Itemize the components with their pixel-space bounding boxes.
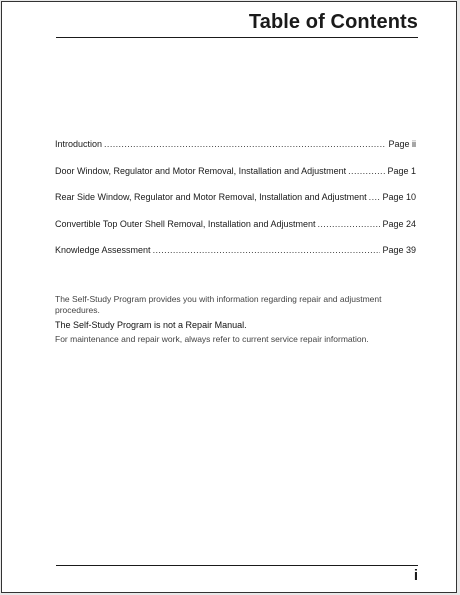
page-number: i xyxy=(413,567,418,584)
document-page xyxy=(1,1,457,593)
footer-rule xyxy=(56,565,418,566)
toc-entry-title: Knowledge Assessment xyxy=(55,245,151,255)
toc-entry-rear-side-window[interactable] xyxy=(55,192,416,219)
toc-entry-door-window[interactable] xyxy=(55,166,416,193)
toc-entry-page: Page 39 xyxy=(382,245,416,255)
table-of-contents xyxy=(55,139,416,272)
toc-entry-page: Page 10 xyxy=(382,192,416,202)
toc-entry-title: Introduction xyxy=(55,139,103,149)
dot-leader xyxy=(348,166,385,176)
toc-entry-title: Convertible Top Outer Shell Removal, Installation and Adjustment xyxy=(55,218,316,229)
toc-entry-convertible-top[interactable] xyxy=(55,219,416,246)
dot-leader xyxy=(153,245,381,255)
toc-entry-page: Page 1 xyxy=(387,165,416,176)
not-repair-manual-notice: The Self-Study Program is not a Repair Manual. xyxy=(55,320,247,330)
toc-entry-page: Page 24 xyxy=(382,218,416,229)
toc-entry-title: Rear Side Window, Regulator and Motor Removal, Installation and Adjustment xyxy=(55,192,367,202)
service-info-advice: For maintenance and repair work, always refer to current service repair information. xyxy=(55,334,369,344)
toc-entry-page: Page ii xyxy=(388,139,416,149)
page-title: Table of Contents xyxy=(248,11,418,33)
toc-entry-introduction[interactable] xyxy=(55,139,416,166)
toc-entry-knowledge-assessment[interactable] xyxy=(55,245,416,272)
intro-paragraph: The Self-Study Program provides you with information regarding repair and adjustment procedures. xyxy=(55,294,382,315)
header-rule xyxy=(56,37,418,38)
dot-leader xyxy=(104,139,386,149)
dot-leader xyxy=(317,219,380,229)
notes-block xyxy=(55,294,416,349)
dot-leader xyxy=(369,192,381,202)
toc-entry-title: Door Window, Regulator and Motor Removal, Installation and Adjustment xyxy=(55,165,347,176)
